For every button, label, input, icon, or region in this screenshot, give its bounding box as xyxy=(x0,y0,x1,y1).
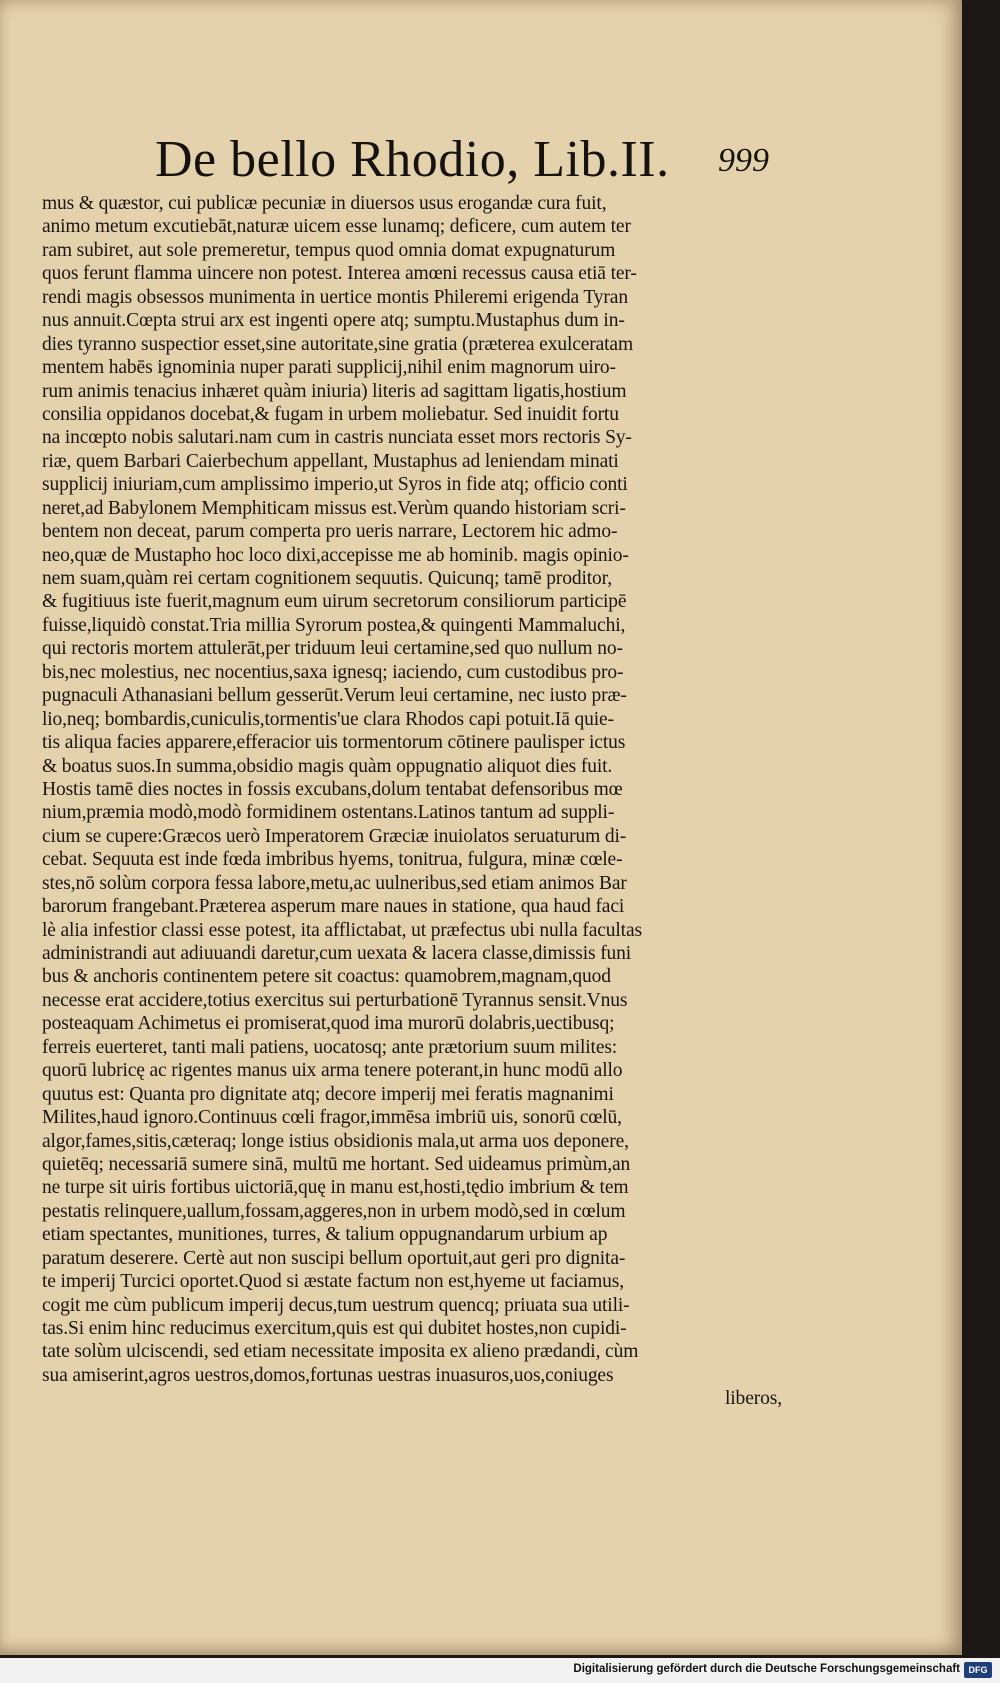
text-line: na incœpto nobis salutari.nam cum in castris nunciata esset mors rectoris Sy- xyxy=(42,427,632,449)
text-line: tis aliqua facies apparere,efferacior uis tormentorum cōtinere paulisper ictus xyxy=(42,732,626,754)
text-line: quos ferunt flamma uincere non potest. Interea amœni recessus causa etiā ter- xyxy=(42,263,637,285)
text-line: algor,fames,sitis,cæteraq; longe istius obsidionis mala,ut arma uos deponere, xyxy=(42,1130,629,1152)
text-line: Hostis tamē dies noctes in fossis excubans,dolum tentabat defensoribus mœ xyxy=(42,778,623,800)
text-line: rendi magis obsessos munimenta in uertice montis Phileremi erigenda Tyran xyxy=(42,286,628,308)
text-line: neret,ad Babylonem Memphiticam missus est.Verùm quando historiam scri- xyxy=(42,497,626,519)
page-number: 999 xyxy=(718,142,769,179)
text-line: mentem habēs ignominia nuper parati supplicij,nihil enim magnorum uiro- xyxy=(42,357,616,379)
text-line: cium se cupere:Græcos uerò Imperatorem Græciæ inuiolatos seruaturum di- xyxy=(42,825,627,847)
text-line: posteaquam Achimetus ei promiserat,quod ima murorū dolabris,uectibusq; xyxy=(42,1013,615,1035)
text-line: quutus est: Quanta pro dignitate atq; decore imperij mei feratis magnanimi xyxy=(42,1083,614,1105)
text-line: necesse erat accidere,totius exercitus sui perturbationē Tyrannus sensit.Vnus xyxy=(42,989,628,1011)
dfg-logo-icon: DFG xyxy=(964,1662,992,1678)
catchword: liberos, xyxy=(724,1388,782,1410)
text-line: & boatus suos.In summa,obsidio magis quàm oppugnatio aliquot dies fuit. xyxy=(42,755,613,777)
text-line: nem suam,quàm rei certam cognitionem sequutis. Quicunq; tamē proditor, xyxy=(42,568,612,589)
footer-bar xyxy=(0,1658,1000,1683)
text-line: neo,quæ de Mustapho hoc loco dixi,accepisse me ab hominib. magis opinio- xyxy=(42,544,629,566)
text-line: supplicij iniuriam,cum amplissimo imperio,ut Syros in fide atq; officio conti xyxy=(42,474,628,496)
text-line: barorum frangebant.Præterea asperum mare naues in statione, qua haud faci xyxy=(42,896,625,918)
text-line: quorū lubricę ac rigentes manus uix arma tenere poterant,in hunc modū allo xyxy=(42,1060,623,1082)
text-line: paratum deserere. Certè aut non suscipi bellum oportuit,aut geri pro dignita- xyxy=(42,1247,626,1269)
text-line: sua amiserint,agros uestros,domos,fortunas uestras inuasuros,uos,coniuges xyxy=(42,1364,614,1386)
text-line: pugnaculi Athanasiani bellum gesserūt.Verum leui certamine, nec iusto præ- xyxy=(42,685,627,707)
text-line: ferreis euerteret, tanti mali patiens, uocatosq; ante prætorium suum milites: xyxy=(42,1036,618,1058)
text-line: rum animis tenacius inhæret quàm iniuria) literis ad sagittam ligatis,hostium xyxy=(42,380,627,402)
text-line: pestatis relinquere,uallum,fossam,aggeres,non in urbem modò,sed in cœlum xyxy=(42,1200,626,1222)
page-header xyxy=(0,110,962,200)
text-line: te imperij Turcici oportet.Quod si æstate factum non est,hyeme ut faciamus, xyxy=(42,1271,624,1293)
text-line: & fugitiuus iste fuerit,magnum eum uirum secretorum consiliorum participē xyxy=(42,591,627,613)
text-line: cogit me cùm publicum imperij decus,tum uestrum quencq; priuata sua utili- xyxy=(42,1294,630,1316)
text-line: lè alia infestior classi esse potest, ita afflictabat, ut præfectus ubi nulla facultas xyxy=(42,919,642,941)
text-line: stes,nō solùm corpora fessa labore,metu,ac uulneribus,sed etiam animos Bar xyxy=(42,872,627,894)
text-line: cebat. Sequuta est inde fœda imbribus hyems, tonitrua, fulgura, minæ cœle- xyxy=(42,849,623,871)
funding-credit: Digitalisierung gefördert durch die Deutsche Forschungsgemeinschaft xyxy=(573,1663,960,1675)
text-line: fuisse,liquidò constat.Tria millia Syrorum postea,& quingenti Mammaluchi, xyxy=(42,614,626,636)
text-line: consilia oppidanos docebat,& fugam in urbem moliebatur. Sed inuidit fortu xyxy=(42,403,619,425)
text-line: animo metum excutiebāt,naturæ uicem esse lunamq; deficere, cum autem ter xyxy=(42,216,631,238)
text-line: bentem non deceat, parum comperta pro ueris narrare, Lectorem hic admo- xyxy=(42,521,618,543)
running-title: De bello Rhodio, Lib.II. xyxy=(155,131,670,188)
text-line: qui rectoris mortem attulerāt,per triduum leui certamine,sed quo nullum no- xyxy=(42,638,623,660)
text-line: ram subiret, aut sole premeretur, tempus quod omnia domat expugnaturum xyxy=(42,239,616,261)
body-text xyxy=(42,192,782,1411)
text-line: quietēq; necessariā sumere sinā, multū me hortant. Sed uideamus primùm,an xyxy=(42,1153,631,1175)
text-line: riæ, quem Barbari Caierbechum appellant, Mustaphus ad leniendam minati xyxy=(42,450,619,472)
text-line: mus & quæstor, cui publicæ pecuniæ in diuersos usus erogandæ cura fuit, xyxy=(42,193,607,214)
text-line: administrandi aut adiuuandi daretur,cum uexata & lacera classe,dimissis funi xyxy=(42,943,632,964)
text-line: nium,præmia modò,modò formidinem ostentans.Latinos tantum ad suppli- xyxy=(42,802,615,824)
text-line: etiam spectantes, munitiones, turres, & talium oppugnandarum urbium ap xyxy=(42,1224,608,1246)
text-line: ne turpe sit uiris fortibus uictoriā,quę in manu est,hosti,tędio imbrium & tem xyxy=(42,1177,629,1199)
text-line: lio,neq; bombardis,cuniculis,tormentis'ue clara Rhodos capi potuit.Iā quie- xyxy=(42,708,614,730)
text-line: tate solùm ulciscendi, sed etiam necessitate imposita ex alieno prædandi, cùm xyxy=(42,1341,639,1363)
text-line: bus & anchoris continentem petere sit coactus: quamobrem,magnam,quod xyxy=(42,966,611,988)
text-line: bis,nec molestius, nec nocentius,saxa ignesq; iaciendo, cum custodibus pro- xyxy=(42,661,624,683)
text-line: Milites,haud ignoro.Continuus cœli fragor,immēsa imbriū uis, sonorū cœlū, xyxy=(42,1107,622,1129)
text-line: dies tyranno suspectior esset,sine autoritate,sine gratia (præterea exulceratam xyxy=(42,333,634,355)
text-line: tas.Si enim hinc reducimus exercitum,quis est qui dubitet hostes,non cupidi- xyxy=(42,1318,627,1339)
text-line: nus annuit.Cœpta strui arx est ingenti opere atq; sumptu.Mustaphus dum in- xyxy=(42,310,625,332)
